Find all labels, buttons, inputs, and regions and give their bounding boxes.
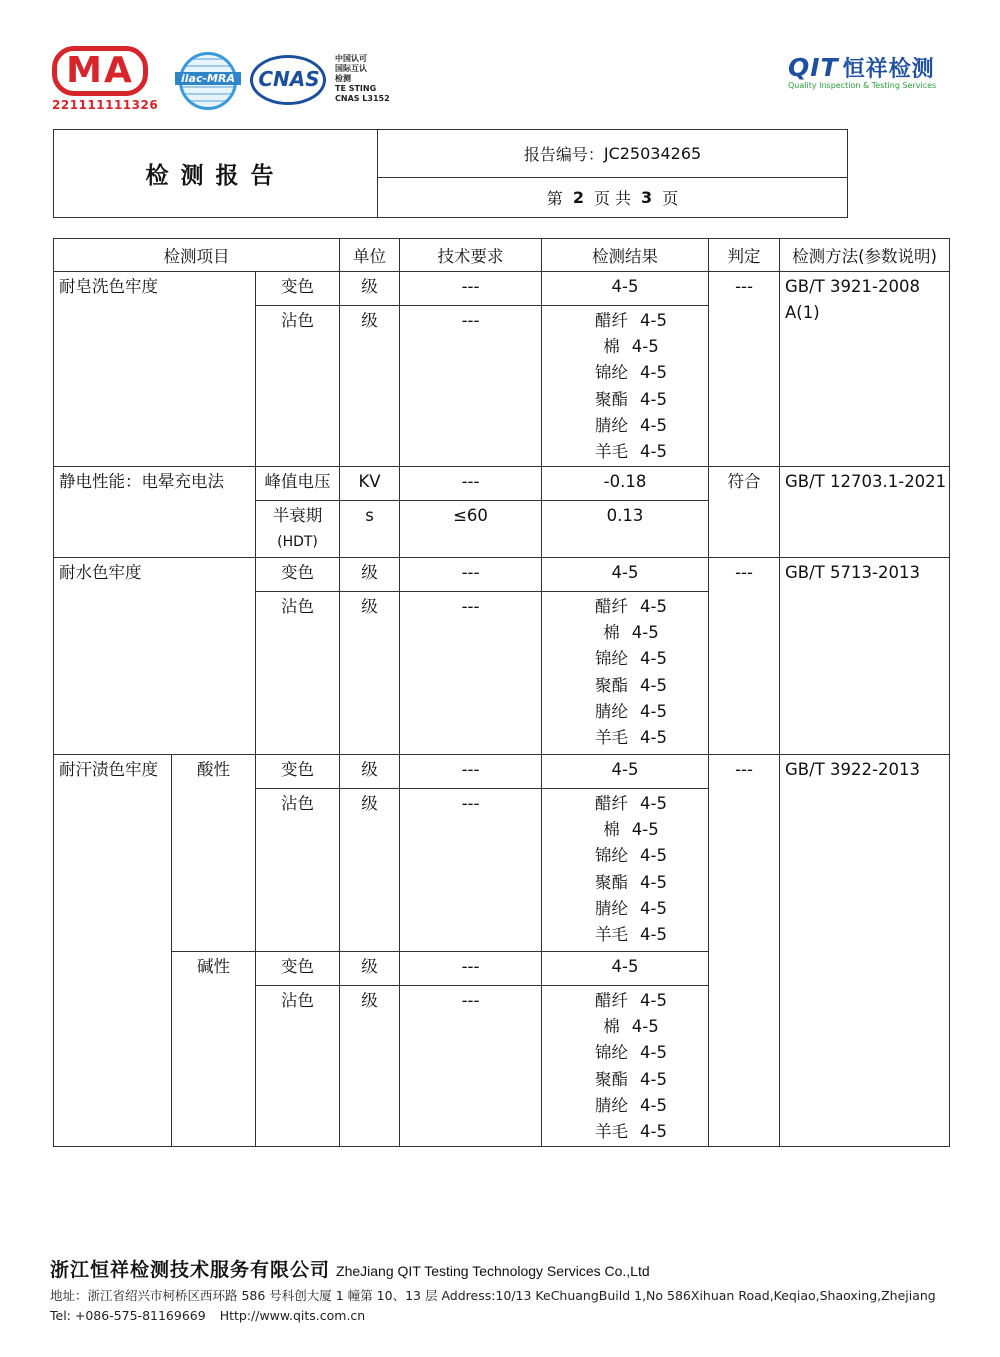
fiber-grade: 4-5 [640,363,667,383]
static-method: GB/T 12703.1-2021 [780,467,950,558]
fiber-result-line [542,870,708,896]
water-stain-unit: 级 [340,592,400,755]
static-peak-label: 峰值电压 [256,467,340,501]
header-requirement: 技术要求 [400,239,542,272]
static-half-label [256,501,340,558]
soap-change-unit: 级 [340,272,400,306]
footer-address: 地址：浙江省绍兴市柯桥区西环路 586 号科创大厦 1 幢第 10、13 层 Address:10/13 KeChuangBuild 1,No 586Xihuan Road,Keqiao,Shaoxing,Zhejiang [50,1288,936,1303]
sweat-acid-change-req: --- [400,755,542,789]
soap-method-line: A(1) [785,303,820,323]
soap-item: 耐皂洗色牢度 [54,272,256,467]
cnas-logo-text: CNAS [258,67,320,91]
fiber-result-line [542,725,708,751]
sweat-alkali-change-unit: 级 [340,952,400,986]
footer-company [50,1255,950,1282]
cma-logo [52,46,159,116]
cma-number: 221111111326 [52,98,159,112]
static-half-req: ≤60 [400,501,542,558]
soap-judge: --- [709,272,780,467]
static-judge: 符合 [709,467,780,558]
fiber-name: 腈纶 [595,1095,629,1115]
static-item: 静电性能：电晕充电法 [54,467,256,558]
fiber-result-line [542,1040,708,1066]
static-half-unit: s [340,501,400,558]
water-stain-label: 沾色 [256,592,340,755]
fiber-grade: 4-5 [631,1017,659,1037]
table-row [54,755,950,789]
sweat-acid-label: 酸性 [172,755,256,952]
sweat-alkali-label: 碱性 [172,952,256,1147]
water-stain-req: --- [400,592,542,755]
cnas-side-line: 检测 [335,74,351,83]
soap-method-line: GB/T 3921-2008 [785,277,920,296]
fiber-grade: 4-5 [640,846,667,866]
static-peak-result: -0.18 [542,467,709,501]
sweat-alkali-change-label: 变色 [256,952,340,986]
fiber-name: 棉 [603,623,620,643]
fiber-result-line [542,673,708,699]
page-mid: 页 共 [593,189,632,208]
fiber-result-line [542,387,708,413]
page-current: 2 [572,188,584,207]
sweat-alkali-stain-label: 沾色 [256,986,340,1147]
fiber-result-line [542,439,708,465]
fiber-name: 锦纶 [595,649,629,669]
report-heading: 检测报告 [54,130,378,217]
fiber-grade: 4-5 [640,701,667,721]
fiber-name: 醋纤 [595,991,629,1010]
water-change-req: --- [400,558,542,592]
fiber-name: 锦纶 [595,363,629,383]
fiber-result-line [542,896,708,922]
water-change-unit: 级 [340,558,400,592]
cnas-side-line: 国际互认 [335,64,367,73]
static-half-sub: (HDT) [277,534,318,551]
fiber-result-line [542,988,708,1014]
sweat-acid-change-label: 变色 [256,755,340,789]
sweat-acid-change-result: 4-5 [542,755,709,789]
fiber-result-line [542,334,708,360]
fiber-name: 腈纶 [595,415,629,435]
fiber-result-line [542,922,708,948]
qit-logo-text: QIT [788,53,839,82]
soap-stain-req: --- [400,306,542,467]
soap-stain-results [542,306,709,467]
sweat-alkali-stain-results [542,986,709,1147]
fiber-name: 醋纤 [595,311,629,330]
water-judge: --- [709,558,780,755]
fiber-name: 锦纶 [595,1043,629,1063]
water-stain-results [542,592,709,755]
sweat-alkali-change-req: --- [400,952,542,986]
fiber-name: 聚酯 [595,389,629,409]
fiber-grade: 4-5 [631,337,659,357]
header-method: 检测方法(参数说明) [780,239,950,272]
fiber-grade: 4-5 [640,794,667,813]
cma-logo-text: MA [52,46,148,96]
header-unit: 单位 [340,239,400,272]
fiber-grade: 4-5 [631,820,659,840]
fiber-grade: 4-5 [631,623,659,643]
footer-tel: Tel: +086-575-81169669 [50,1308,206,1323]
sweat-method: GB/T 3922-2013 [780,755,950,1147]
cnas-side-line: TE STING [335,84,377,93]
fiber-name: 羊毛 [595,1122,629,1142]
table-row [54,558,950,592]
fiber-result-line [542,1093,708,1119]
cnas-logo [250,55,328,107]
sweat-alkali-change-result: 4-5 [542,952,709,986]
footer-website: Http://www.qits.com.cn [219,1308,366,1323]
soap-stain-unit: 级 [340,306,400,467]
static-half-result: 0.13 [542,501,709,558]
fiber-name: 锦纶 [595,846,629,866]
sweat-judge: --- [709,755,780,1147]
table-header-row [54,239,950,272]
fiber-result-line [542,308,708,334]
ilac-mra-logo [175,52,241,112]
fiber-name: 醋纤 [595,597,629,616]
report-number-value: JC25034265 [603,144,702,163]
ilac-logo-text: ilac-MRA [175,72,241,85]
soap-stain-label: 沾色 [256,306,340,467]
fiber-name: 聚酯 [595,675,629,695]
fiber-result-line [542,594,708,620]
header-result: 检测结果 [542,239,709,272]
report-title-box [53,129,848,218]
static-peak-req: --- [400,467,542,501]
fiber-result-line [542,843,708,869]
fiber-name: 聚酯 [595,872,629,892]
water-item: 耐水色牢度 [54,558,256,755]
footer [50,1255,950,1323]
sweat-acid-stain-req: --- [400,789,542,952]
fiber-grade: 4-5 [640,728,667,748]
static-peak-unit: KV [340,467,400,501]
fiber-grade: 4-5 [640,925,667,945]
fiber-result-line [542,620,708,646]
report-number-label: 报告编号： [523,145,604,164]
fiber-grade: 4-5 [640,872,667,892]
fiber-grade: 4-5 [640,1122,667,1142]
cnas-side-line: CNAS L3152 [335,94,390,103]
cnas-side-text [335,54,405,104]
water-change-label: 变色 [256,558,340,592]
fiber-result-line [542,817,708,843]
footer-company-cn: 浙江恒祥检测技术服务有限公司 [50,1259,331,1281]
fiber-grade: 4-5 [640,389,667,409]
sweat-alkali-stain-unit: 级 [340,986,400,1147]
water-change-result: 4-5 [542,558,709,592]
fiber-result-line [542,699,708,725]
report-number [378,130,847,178]
fiber-result-line [542,1014,708,1040]
fiber-name: 羊毛 [595,728,629,748]
header-judgement: 判定 [709,239,780,272]
soap-change-result: 4-5 [542,272,709,306]
water-method: GB/T 5713-2013 [780,558,950,755]
cnas-side-line: 中国认可 [335,54,367,63]
fiber-grade: 4-5 [640,675,667,695]
fiber-name: 羊毛 [595,925,629,945]
fiber-name: 棉 [603,820,620,840]
fiber-result-line [542,413,708,439]
fiber-grade: 4-5 [640,1095,667,1115]
fiber-grade: 4-5 [640,649,667,669]
page-prefix: 第 [546,189,563,208]
fiber-grade: 4-5 [640,415,667,435]
sweat-acid-stain-results [542,789,709,952]
fiber-name: 聚酯 [595,1069,629,1089]
qit-logo-subtitle: Quality Inspection & Testing Services [788,81,937,90]
sweat-alkali-stain-req: --- [400,986,542,1147]
qit-logo [788,52,948,98]
fiber-name: 羊毛 [595,442,629,462]
fiber-result-line [542,646,708,672]
footer-company-en: ZheJiang QIT Testing Technology Services Co.,Ltd [336,1263,650,1279]
table-row [54,272,950,306]
fiber-grade: 4-5 [640,1043,667,1063]
test-results-table [53,238,950,1147]
soap-method [780,272,950,467]
fiber-grade: 4-5 [640,311,667,330]
fiber-name: 腈纶 [595,898,629,918]
soap-change-req: --- [400,272,542,306]
fiber-grade: 4-5 [640,1069,667,1089]
fiber-result-line [542,1067,708,1093]
page-indicator [378,178,847,217]
footer-contact [50,1308,950,1323]
fiber-result-line [542,1119,708,1145]
static-half-text: 半衰期 [272,506,323,525]
fiber-name: 棉 [603,337,620,357]
fiber-name: 腈纶 [595,701,629,721]
page-total: 3 [641,188,653,207]
fiber-name: 棉 [603,1017,620,1037]
sweat-acid-stain-unit: 级 [340,789,400,952]
header-item: 检测项目 [54,239,340,272]
fiber-grade: 4-5 [640,442,667,462]
page-suffix: 页 [662,189,679,208]
sweat-acid-stain-label: 沾色 [256,789,340,952]
fiber-result-line [542,791,708,817]
soap-change-label: 变色 [256,272,340,306]
qit-logo-cn: 恒祥检测 [842,57,935,82]
table-row [54,467,950,501]
fiber-grade: 4-5 [640,898,667,918]
sweat-item: 耐汗渍色牢度 [54,755,172,1147]
sweat-acid-change-unit: 级 [340,755,400,789]
fiber-grade: 4-5 [640,991,667,1010]
fiber-name: 醋纤 [595,794,629,813]
fiber-grade: 4-5 [640,597,667,616]
fiber-result-line [542,360,708,386]
